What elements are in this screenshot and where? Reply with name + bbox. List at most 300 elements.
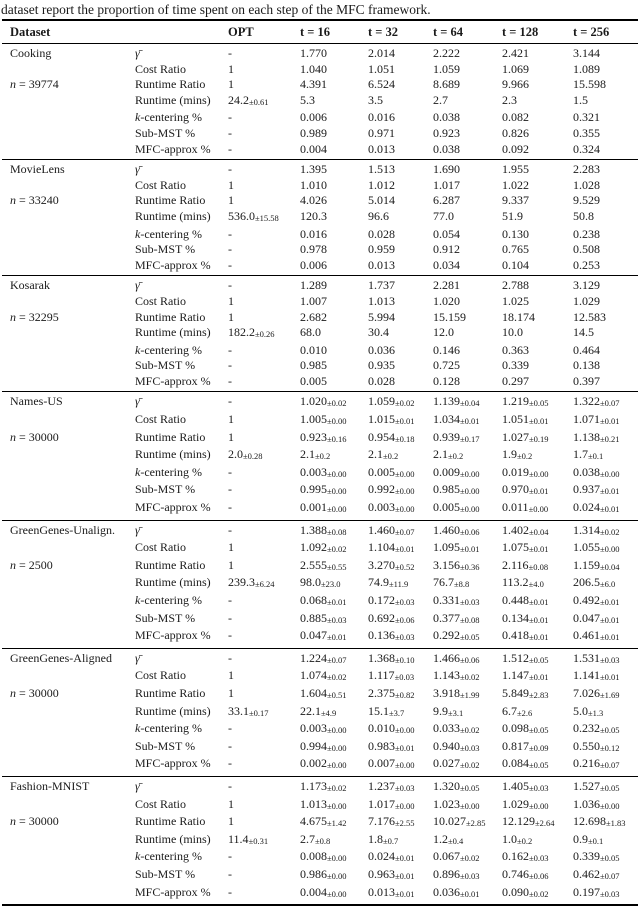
value-cell: - xyxy=(228,242,232,257)
metric-label: Runtime (mins) xyxy=(135,447,211,462)
plus-minus-error: ±0.00 xyxy=(327,504,347,515)
empty-cell xyxy=(2,867,135,885)
value-cell: 24.2±0.61 xyxy=(228,92,269,107)
table-row xyxy=(2,160,638,178)
table-row xyxy=(2,814,638,832)
value-cell: 1.059 xyxy=(433,61,460,76)
value-cell: 0.985±0.00 xyxy=(433,482,480,497)
value-cell: 15.159 xyxy=(433,309,466,324)
value-cell: 0.985 xyxy=(300,358,327,373)
value-cell: 0.038±0.00 xyxy=(573,464,620,479)
value-cell: 1.013±0.00 xyxy=(300,796,347,811)
plus-minus-error: ±0.17 xyxy=(249,707,269,718)
value-cell: 2.555±0.55 xyxy=(300,557,347,572)
value-cell: 1.9±0.2 xyxy=(502,447,533,462)
value-cell: 15.1±3.7 xyxy=(368,703,405,718)
plus-minus-error: ±0.02 xyxy=(460,853,480,864)
metric-label: γ̄ xyxy=(135,46,140,60)
value-cell: 1.604±0.51 xyxy=(300,685,347,700)
plus-minus-error: ±1.99 xyxy=(460,689,480,700)
table-row xyxy=(2,276,638,294)
value-cell: 1.460±0.06 xyxy=(433,522,480,537)
value-cell: 3.129 xyxy=(573,278,600,293)
plus-minus-error: ±0.1 xyxy=(588,451,604,462)
value-cell: - xyxy=(228,464,232,479)
value-cell: 3.144 xyxy=(573,46,600,60)
column-header-t16: t = 16 xyxy=(300,25,331,39)
value-cell: 1.466±0.06 xyxy=(433,650,480,665)
value-cell: 0.339±0.05 xyxy=(573,849,620,864)
plus-minus-error: ±0.01 xyxy=(460,416,480,427)
plus-minus-error: ±0.01 xyxy=(529,416,549,427)
value-cell: 0.550±0.12 xyxy=(573,738,620,753)
plus-minus-error: ±0.52 xyxy=(395,561,415,572)
value-cell: 1.737 xyxy=(368,278,395,293)
metric-label: k-centering % xyxy=(135,721,202,736)
value-cell: 0.010 xyxy=(300,342,327,357)
value-cell: 1.036±0.00 xyxy=(573,796,620,811)
value-cell: 1.071±0.01 xyxy=(573,412,620,427)
metric-label: MFC-approx % xyxy=(135,500,211,515)
value-cell: 1.138±0.21 xyxy=(573,429,620,444)
plus-minus-error: ±0.02 xyxy=(327,782,347,793)
value-cell: 0.068±0.01 xyxy=(300,593,347,607)
plus-minus-error: ±0.00 xyxy=(327,888,347,899)
value-cell: 50.8 xyxy=(573,208,594,223)
value-cell: 0.006 xyxy=(300,110,327,125)
value-cell: 0.027±0.02 xyxy=(433,756,480,771)
metric-label: Sub-MST % xyxy=(135,866,196,881)
value-cell: 30.4 xyxy=(368,325,389,340)
plus-minus-error: ±0.01 xyxy=(395,870,415,881)
value-cell: 1 xyxy=(228,668,234,683)
table-row xyxy=(2,77,638,93)
column-header-t256: t = 256 xyxy=(573,25,610,39)
metric-label: Runtime (mins) xyxy=(135,325,211,340)
plus-minus-error: ±0.03 xyxy=(327,614,347,625)
value-cell: 0.912 xyxy=(433,242,460,257)
value-cell: 0.959 xyxy=(368,242,395,257)
column-header-opt: OPT xyxy=(228,25,254,39)
table-row xyxy=(2,227,638,243)
plus-minus-error: ±1.83 xyxy=(606,818,626,829)
empty-cell xyxy=(2,325,135,343)
table-row xyxy=(2,611,638,629)
value-cell: - xyxy=(228,721,232,736)
plus-minus-error: ±0.03 xyxy=(600,654,620,665)
table-row xyxy=(2,465,638,483)
value-cell: 0.092 xyxy=(502,141,529,156)
header-row xyxy=(2,20,638,44)
table-row xyxy=(2,575,638,593)
plus-minus-error: ±0.03 xyxy=(395,782,415,793)
value-cell: - xyxy=(228,593,232,607)
plus-minus-error: ±0.05 xyxy=(460,782,480,793)
value-cell: 2.7±0.8 xyxy=(300,831,331,846)
plus-minus-error: ±0.00 xyxy=(395,725,415,736)
value-cell: 1.012 xyxy=(368,177,395,192)
dataset-name: GreenGenes-Aligned xyxy=(10,650,112,665)
table-row xyxy=(2,178,638,194)
dataset-name: Names-US xyxy=(10,394,63,409)
empty-cell xyxy=(2,110,135,126)
value-cell: 1.055±0.00 xyxy=(573,540,620,555)
value-cell: 0.9±0.1 xyxy=(573,831,604,846)
plus-minus-error: ±0.02 xyxy=(460,760,480,771)
metric-label: Runtime Ratio xyxy=(135,429,206,444)
value-cell: 1.402±0.04 xyxy=(502,522,549,537)
plus-minus-error: ±0.00 xyxy=(395,800,415,811)
value-cell: 6.287 xyxy=(433,193,460,208)
table-row xyxy=(2,93,638,111)
value-cell: 1.322±0.07 xyxy=(573,394,620,409)
value-cell: 5.0±1.3 xyxy=(573,703,604,718)
value-cell: 1 xyxy=(228,412,234,427)
value-cell: 1.092±0.02 xyxy=(300,540,347,555)
value-cell: 113.2±4.0 xyxy=(502,575,544,590)
table-row xyxy=(2,258,638,276)
value-cell: 1.7±0.1 xyxy=(573,447,604,462)
plus-minus-error: ±0.01 xyxy=(395,888,415,899)
value-cell: 0.007±0.00 xyxy=(368,756,415,771)
plus-minus-error: ±0.01 xyxy=(600,672,620,683)
value-cell: 1.368±0.10 xyxy=(368,650,415,665)
table-row xyxy=(2,648,638,668)
plus-minus-error: ±0.01 xyxy=(529,544,549,555)
value-cell: 0.970±0.01 xyxy=(502,482,549,497)
table-row xyxy=(2,482,638,500)
table-row xyxy=(2,392,638,412)
plus-minus-error: ±0.03 xyxy=(460,597,480,607)
value-cell: - xyxy=(228,778,232,793)
plus-minus-error: ±0.00 xyxy=(327,870,347,881)
value-cell: 1.104±0.01 xyxy=(368,540,415,555)
empty-cell xyxy=(2,412,135,430)
value-cell: 0.963±0.01 xyxy=(368,866,415,881)
value-cell: 0.826 xyxy=(502,125,529,140)
plus-minus-error: ±0.00 xyxy=(395,760,415,771)
value-cell: 0.134±0.01 xyxy=(502,610,549,625)
value-cell: 0.136±0.03 xyxy=(368,628,415,643)
metric-label: Cost Ratio xyxy=(135,668,187,683)
value-cell: 1 xyxy=(228,557,234,572)
value-cell: 0.986±0.00 xyxy=(300,866,347,881)
value-cell: 1.147±0.01 xyxy=(502,668,549,683)
plus-minus-error: ±0.00 xyxy=(460,800,480,811)
value-cell: 0.971 xyxy=(368,125,395,140)
value-cell: 0.363 xyxy=(502,342,529,357)
value-cell: 0.331±0.03 xyxy=(433,593,480,607)
plus-minus-error: ±0.07 xyxy=(600,398,620,409)
value-cell: 1.007 xyxy=(300,293,327,308)
value-cell: 0.047±0.01 xyxy=(300,628,347,643)
value-cell: 1.029 xyxy=(573,293,600,308)
table-row xyxy=(2,447,638,465)
plus-minus-error: ±0.2 xyxy=(517,835,533,846)
value-cell: - xyxy=(228,141,232,156)
plus-minus-error: ±0.02 xyxy=(460,725,480,736)
metric-label: Cost Ratio xyxy=(135,177,187,192)
empty-cell xyxy=(2,797,135,815)
value-cell: 0.028 xyxy=(368,226,395,241)
value-cell: - xyxy=(228,482,232,497)
value-cell: 0.992±0.00 xyxy=(368,482,415,497)
value-cell: 11.4±0.31 xyxy=(228,831,269,846)
value-cell: 0.002±0.00 xyxy=(300,756,347,771)
column-header-t32: t = 32 xyxy=(368,25,399,39)
table-row xyxy=(2,412,638,430)
value-cell: 1.025 xyxy=(502,293,529,308)
value-cell: 1 xyxy=(228,814,234,829)
plus-minus-error: ±0.03 xyxy=(395,632,415,643)
value-cell: 1.069 xyxy=(502,61,529,76)
value-cell: 0.765 xyxy=(502,242,529,257)
plus-minus-error: ±0.02 xyxy=(600,526,620,537)
empty-cell xyxy=(2,575,135,593)
plus-minus-error: ±0.00 xyxy=(460,486,480,497)
plus-minus-error: ±0.01 xyxy=(600,597,620,607)
dataset-name: Fashion-MNIST xyxy=(10,778,90,793)
value-cell: 0.034 xyxy=(433,257,460,272)
value-cell: 74.9±11.9 xyxy=(368,575,409,590)
value-cell: 0.016 xyxy=(300,226,327,241)
plus-minus-error: ±1.42 xyxy=(327,818,347,829)
dataset-section xyxy=(2,392,638,520)
value-cell: 1.089 xyxy=(573,61,600,76)
empty-cell xyxy=(2,611,135,629)
value-cell: 22.1±4.9 xyxy=(300,703,337,718)
dataset-size: n = 33240 xyxy=(10,193,59,208)
plus-minus-error: ±1.3 xyxy=(588,707,604,718)
metric-label: Runtime Ratio xyxy=(135,814,206,829)
plus-minus-error: ±0.00 xyxy=(327,468,347,479)
value-cell: 3.156±0.36 xyxy=(433,557,480,572)
plus-minus-error: ±0.00 xyxy=(529,800,549,811)
empty-cell xyxy=(2,465,135,483)
empty-cell xyxy=(2,756,135,776)
value-cell: - xyxy=(228,278,232,293)
metric-label: Runtime Ratio xyxy=(135,193,206,208)
plus-minus-error: ±0.00 xyxy=(327,416,347,427)
plus-minus-error: ±0.51 xyxy=(327,689,347,700)
value-cell: 1.173±0.02 xyxy=(300,778,347,793)
empty-cell xyxy=(2,93,135,111)
plus-minus-error: ±0.12 xyxy=(600,742,620,753)
value-cell: 2.281 xyxy=(433,278,460,293)
table-row xyxy=(2,358,638,374)
value-cell: 536.0±15.58 xyxy=(228,208,279,223)
table-row xyxy=(2,686,638,704)
plus-minus-error: ±0.01 xyxy=(395,742,415,753)
plus-minus-error: ±0.06 xyxy=(395,614,415,625)
plus-minus-error: ±11.9 xyxy=(389,579,409,590)
metric-label: Cost Ratio xyxy=(135,61,187,76)
dataset-section xyxy=(2,276,638,392)
empty-cell xyxy=(2,62,135,78)
value-cell: 1 xyxy=(228,540,234,555)
dataset-size: n = 30000 xyxy=(10,685,59,700)
value-cell: 96.6 xyxy=(368,208,389,223)
value-cell: 0.005±0.00 xyxy=(368,464,415,479)
value-cell: 0.016 xyxy=(368,110,395,125)
empty-cell xyxy=(2,849,135,867)
value-cell: 9.529 xyxy=(573,193,600,208)
metric-label: Runtime Ratio xyxy=(135,309,206,324)
plus-minus-error: ±0.03 xyxy=(460,742,480,753)
empty-cell xyxy=(2,668,135,686)
plus-minus-error: ±0.04 xyxy=(529,526,549,537)
plus-minus-error: ±0.01 xyxy=(327,597,347,607)
plus-minus-error: ±0.04 xyxy=(600,561,620,572)
plus-minus-error: ±0.10 xyxy=(395,654,415,665)
table-row xyxy=(2,430,638,448)
value-cell: 0.397 xyxy=(573,373,600,388)
empty-cell xyxy=(2,482,135,500)
plus-minus-error: ±0.01 xyxy=(529,614,549,625)
table-row xyxy=(2,126,638,142)
value-cell: 0.983±0.01 xyxy=(368,738,415,753)
plus-minus-error: ±0.01 xyxy=(600,486,620,497)
plus-minus-error: ±0.28 xyxy=(243,451,263,462)
value-cell: 0.896±0.03 xyxy=(433,866,480,881)
value-cell: 12.129±2.64 xyxy=(502,814,555,829)
value-cell: 0.817±0.09 xyxy=(502,738,549,753)
value-cell: 5.849±2.83 xyxy=(502,685,549,700)
value-cell: 1.051 xyxy=(368,61,395,76)
plus-minus-error: ±0.61 xyxy=(249,96,269,107)
value-cell: 0.008±0.00 xyxy=(300,849,347,864)
empty-cell xyxy=(2,258,135,276)
plus-minus-error: ±0.82 xyxy=(395,689,415,700)
value-cell: 1.690 xyxy=(433,162,460,177)
value-cell: 2.014 xyxy=(368,46,395,60)
empty-cell xyxy=(2,242,135,258)
metric-label: k-centering % xyxy=(135,342,202,357)
value-cell: 1.395 xyxy=(300,162,327,177)
dataset-name: MovieLens xyxy=(10,162,65,177)
metric-label: MFC-approx % xyxy=(135,756,211,771)
plus-minus-error: ±0.05 xyxy=(529,760,549,771)
metric-label: k-centering % xyxy=(135,849,202,864)
table-row xyxy=(2,540,638,558)
value-cell: 4.026 xyxy=(300,193,327,208)
value-cell: 1.095±0.01 xyxy=(433,540,480,555)
empty-cell xyxy=(2,209,135,227)
plus-minus-error: ±0.09 xyxy=(529,742,549,753)
value-cell: 1 xyxy=(228,193,234,208)
metric-label: Cost Ratio xyxy=(135,293,187,308)
plus-minus-error: ±0.03 xyxy=(600,888,620,899)
value-cell: 0.297 xyxy=(502,373,529,388)
value-cell: 1.017 xyxy=(433,177,460,192)
value-cell: 0.232±0.05 xyxy=(573,721,620,736)
value-cell: 9.9±3.1 xyxy=(433,703,464,718)
empty-cell xyxy=(2,704,135,722)
metric-label: k-centering % xyxy=(135,226,202,241)
value-cell: 0.954±0.18 xyxy=(368,429,415,444)
empty-cell xyxy=(2,885,135,906)
value-cell: - xyxy=(228,358,232,373)
plus-minus-error: ±0.05 xyxy=(460,632,480,643)
table-row xyxy=(2,142,638,160)
empty-cell xyxy=(2,374,135,392)
plus-minus-error: ±0.03 xyxy=(394,672,415,683)
value-cell: - xyxy=(228,342,232,357)
empty-cell xyxy=(2,500,135,520)
value-cell: 12.583 xyxy=(573,309,606,324)
plus-minus-error: ±0.36 xyxy=(460,561,480,572)
plus-minus-error: ±2.64 xyxy=(535,818,555,829)
metric-label: Sub-MST % xyxy=(135,358,196,373)
plus-minus-error: ±0.21 xyxy=(600,433,620,444)
value-cell: 2.421 xyxy=(502,46,529,60)
plus-minus-error: ±0.00 xyxy=(395,486,415,497)
value-cell: 0.937±0.01 xyxy=(573,482,620,497)
value-cell: 12.0 xyxy=(433,325,454,340)
plus-minus-error: ±0.02 xyxy=(327,398,347,409)
table-caption: dataset report the proportion of time spent on each step of the MFC framework. xyxy=(1,2,431,17)
value-cell: - xyxy=(228,500,232,515)
value-cell: 0.054 xyxy=(433,226,460,241)
empty-cell xyxy=(2,739,135,757)
value-cell: 98.0±23.0 xyxy=(300,575,341,590)
column-header-t64: t = 64 xyxy=(433,25,464,39)
value-cell: 239.3±6.24 xyxy=(228,575,275,590)
value-cell: 1.531±0.03 xyxy=(573,650,620,665)
plus-minus-error: ±0.02 xyxy=(327,672,347,683)
value-cell: 1 xyxy=(228,309,234,324)
plus-minus-error: ±2.55 xyxy=(395,818,415,829)
value-cell: 1.059±0.02 xyxy=(368,394,415,409)
value-cell: 1.224±0.07 xyxy=(300,650,347,665)
value-cell: 0.935 xyxy=(368,358,395,373)
metric-label: k-centering % xyxy=(135,464,202,479)
plus-minus-error: ±0.00 xyxy=(529,468,549,479)
value-cell: 6.7±2.6 xyxy=(502,703,533,718)
value-cell: 0.746±0.06 xyxy=(502,866,549,881)
value-cell: 0.013 xyxy=(368,141,395,156)
value-cell: 3.5 xyxy=(368,92,383,107)
plus-minus-error: ±0.03 xyxy=(395,597,415,607)
value-cell: 1.023±0.00 xyxy=(433,796,480,811)
metric-label: γ̄ xyxy=(135,278,140,293)
plus-minus-error: ±0.07 xyxy=(600,760,620,771)
plus-minus-error: ±0.16 xyxy=(327,433,347,444)
column-header-t128: t = 128 xyxy=(502,25,539,39)
plus-minus-error: ±23.0 xyxy=(321,579,341,590)
dataset-name: GreenGenes-Unalign. xyxy=(10,522,115,537)
value-cell: 1 xyxy=(228,177,234,192)
table-row xyxy=(2,209,638,227)
metric-label: Runtime Ratio xyxy=(135,557,206,572)
plus-minus-error: ±0.00 xyxy=(600,468,620,479)
value-cell: 14.5 xyxy=(573,325,594,340)
value-cell: 0.995±0.00 xyxy=(300,482,347,497)
table-row xyxy=(2,242,638,258)
plus-minus-error: ±0.2 xyxy=(383,451,399,462)
plus-minus-error: ±0.01 xyxy=(600,614,620,625)
value-cell: 1.139±0.04 xyxy=(433,394,480,409)
value-cell: 1.020 xyxy=(433,293,460,308)
value-cell: 1.770 xyxy=(300,46,327,60)
value-cell: 0.492±0.01 xyxy=(573,593,620,607)
table-row xyxy=(2,44,638,62)
value-cell: 0.885±0.03 xyxy=(300,610,347,625)
value-cell: 4.675±1.42 xyxy=(300,814,347,829)
value-cell: 0.003±0.00 xyxy=(300,721,347,736)
value-cell: 0.003±0.00 xyxy=(300,464,347,479)
value-cell: 0.448±0.01 xyxy=(502,593,549,607)
